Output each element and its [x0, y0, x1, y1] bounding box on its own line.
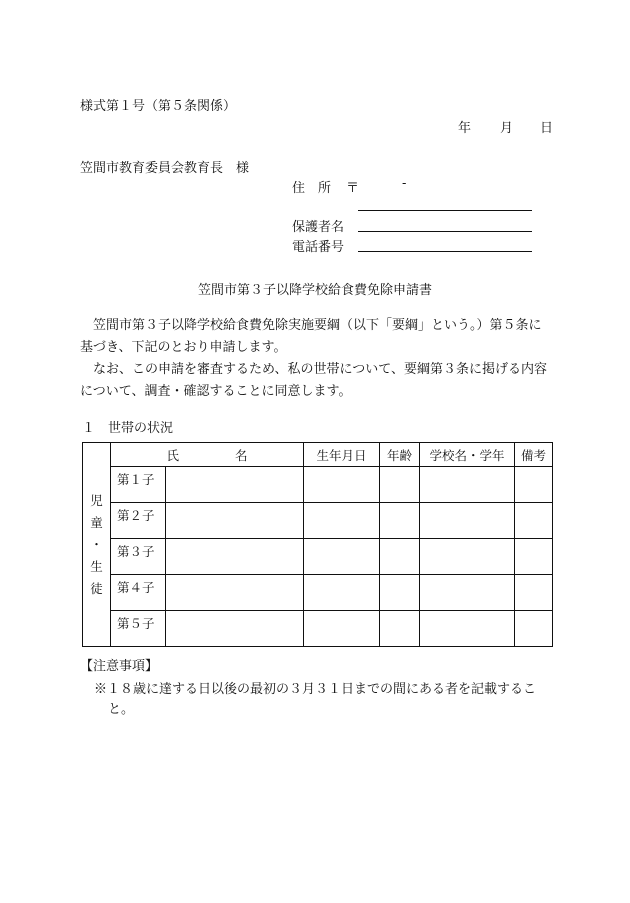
- address-line[interactable]: [358, 210, 532, 211]
- table-row: [83, 503, 553, 539]
- birthdate-cell[interactable]: [304, 467, 380, 503]
- header-remarks: 備考: [515, 443, 553, 467]
- phone-line[interactable]: [358, 251, 532, 252]
- group-label-cell: [83, 443, 111, 647]
- date-year-label: 年: [458, 121, 472, 136]
- header-name-part: 氏: [166, 447, 179, 463]
- age-cell[interactable]: [380, 539, 420, 575]
- postal-dash: -: [402, 176, 407, 191]
- birthdate-cell[interactable]: [304, 575, 380, 611]
- remarks-cell[interactable]: [515, 575, 553, 611]
- row-label: 第１子: [111, 467, 166, 503]
- guardian-name-line[interactable]: [358, 231, 532, 232]
- remarks-cell[interactable]: [515, 539, 553, 575]
- notes-heading: 【注意事項】: [80, 659, 159, 674]
- recipient: 笠間市教育委員会教育長 様: [80, 161, 250, 176]
- row-label: 第５子: [111, 611, 166, 647]
- age-cell[interactable]: [380, 575, 420, 611]
- birthdate-cell[interactable]: [304, 503, 380, 539]
- table-row: [83, 539, 553, 575]
- header-name: [111, 443, 304, 467]
- group-label-char: 童: [90, 514, 103, 530]
- school-cell[interactable]: [420, 539, 515, 575]
- notes-item: ※１８歳に達する日以後の最初の３月３１日までの間にある者を記載すること。: [94, 682, 537, 717]
- section-1-heading: １ 世帯の状況: [82, 421, 174, 436]
- household-table: [82, 442, 553, 647]
- body-paragraph-1: 笠間市第３子以降学校給食費免除実施要綱（以下「要綱」という。）第５条に基づき、下記のとおり申請します。: [80, 318, 542, 355]
- date-day-label: 日: [540, 121, 554, 136]
- document-title: 笠間市第３子以降学校給食費免除申請書: [197, 283, 432, 298]
- header-age: 年齢: [380, 443, 420, 467]
- name-cell[interactable]: [166, 611, 304, 647]
- school-cell[interactable]: [420, 611, 515, 647]
- name-cell[interactable]: [166, 467, 304, 503]
- address-label: 住 所: [292, 181, 332, 196]
- body-text: [80, 315, 552, 403]
- header-birthdate: 生年月日: [304, 443, 380, 467]
- school-cell[interactable]: [420, 575, 515, 611]
- row-label: 第４子: [111, 575, 166, 611]
- guardian-label: 保護者名: [292, 220, 345, 235]
- group-label-char: 徒: [90, 580, 103, 596]
- age-cell[interactable]: [380, 611, 420, 647]
- table-row: [83, 575, 553, 611]
- table-header-row: [83, 443, 553, 467]
- group-label-char: 生: [90, 558, 103, 574]
- birthdate-cell[interactable]: [304, 539, 380, 575]
- name-cell[interactable]: [166, 503, 304, 539]
- name-cell[interactable]: [166, 539, 304, 575]
- age-cell[interactable]: [380, 503, 420, 539]
- phone-label: 電話番号: [292, 240, 345, 255]
- birthdate-cell[interactable]: [304, 611, 380, 647]
- group-label-char: ・: [90, 536, 103, 552]
- form-number: 様式第１号（第５条関係）: [80, 99, 237, 114]
- body-paragraph-2: なお、この申請を審査するため、私の世帯について、要綱第３条に掲げる内容について、調査・確認することに同意します。: [80, 362, 547, 399]
- row-label: 第３子: [111, 539, 166, 575]
- remarks-cell[interactable]: [515, 467, 553, 503]
- group-label-char: 児: [90, 492, 103, 508]
- table-row: [83, 467, 553, 503]
- notes-section: [80, 657, 552, 720]
- table-row: [83, 611, 553, 647]
- name-cell[interactable]: [166, 575, 304, 611]
- remarks-cell[interactable]: [515, 503, 553, 539]
- date-month-label: 月: [500, 121, 514, 136]
- header-name-part: 名: [235, 447, 248, 463]
- row-label: 第２子: [111, 503, 166, 539]
- school-cell[interactable]: [420, 503, 515, 539]
- school-cell[interactable]: [420, 467, 515, 503]
- remarks-cell[interactable]: [515, 611, 553, 647]
- age-cell[interactable]: [380, 467, 420, 503]
- header-school: 学校名・学年: [420, 443, 515, 467]
- postal-mark: 〒: [346, 181, 360, 196]
